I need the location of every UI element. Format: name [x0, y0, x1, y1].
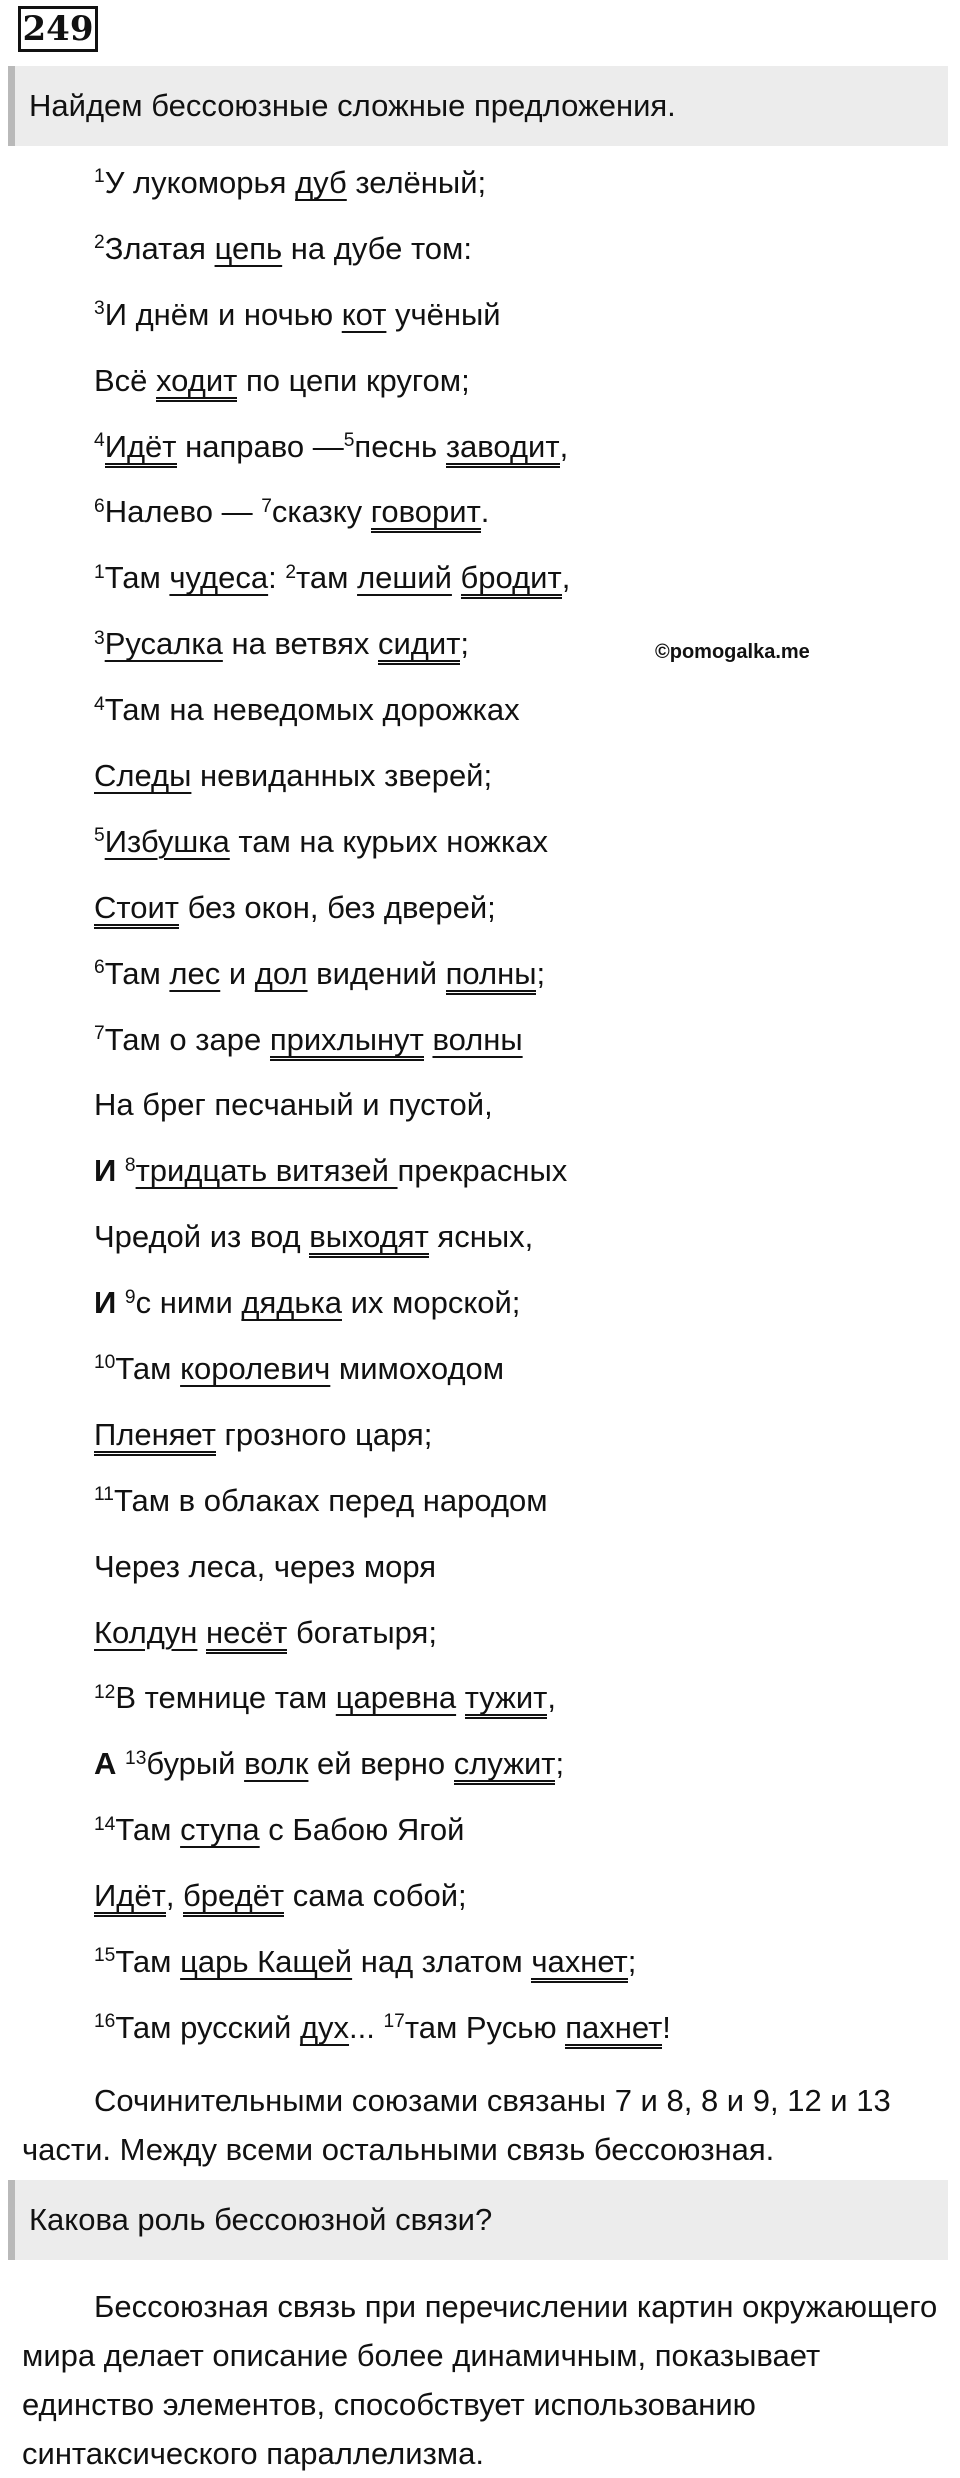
- plain-text: На брег песчаный и пустой,: [94, 1087, 493, 1123]
- plain-text: видений: [307, 955, 446, 991]
- poem-line: [94, 1204, 934, 1270]
- subject-word: царь Кащей: [180, 1944, 353, 1980]
- poem-line: [94, 743, 934, 809]
- subject-word: Русалка: [104, 626, 223, 662]
- plain-text: сама собой;: [284, 1878, 467, 1914]
- poem-line: [94, 809, 934, 875]
- subject-word: царевна: [335, 1680, 457, 1716]
- section-heading-find-sentences: Найдем бессоюзные сложные предложения.: [8, 66, 948, 146]
- part-number: 13: [125, 1747, 147, 1769]
- subject-word: Колдун: [94, 1614, 198, 1650]
- predicate-word: Идёт: [105, 431, 177, 468]
- part-number: 12: [94, 1681, 116, 1703]
- watermark: ©pomogalka.me: [655, 641, 810, 663]
- subject-word: Избушка: [104, 823, 230, 859]
- predicate-word: ходит: [156, 365, 237, 402]
- poem-line: [94, 1995, 934, 2061]
- predicate-word: Идёт: [94, 1880, 166, 1917]
- poem-line: [94, 1797, 934, 1863]
- conjunction-word: А: [94, 1746, 117, 1782]
- plain-text: Налево —: [104, 494, 262, 530]
- part-number: 3: [94, 627, 105, 649]
- section-heading-role: Какова роль бессоюзной связи?: [8, 2180, 948, 2260]
- poem-line: [94, 1402, 934, 1468]
- conjunction-word: И: [94, 1285, 117, 1321]
- subject-word: волны: [432, 1021, 523, 1057]
- plain-text: бурый: [146, 1746, 245, 1782]
- task-number: 249: [18, 6, 98, 52]
- subject-word: лес: [169, 955, 221, 991]
- subject-word: чудеса: [169, 560, 269, 596]
- plain-text: там Русью: [404, 2009, 566, 2045]
- poem-line: [94, 545, 934, 611]
- plain-text: Там русский: [115, 2009, 300, 2045]
- plain-text: Там: [115, 1812, 181, 1848]
- predicate-word: тужит: [465, 1682, 548, 1719]
- poem-line: [94, 1007, 934, 1073]
- predicate-word: Стоит: [94, 892, 179, 929]
- plain-text: ;: [627, 1944, 637, 1980]
- poem-line: [94, 216, 934, 282]
- plain-text: с ними: [135, 1285, 242, 1321]
- plain-text: [116, 1285, 125, 1320]
- predicate-word: пахнет: [565, 2012, 662, 2049]
- plain-text: Через леса, через моря: [94, 1548, 437, 1584]
- subject-word: тридцать витязей: [135, 1153, 398, 1189]
- plain-text: .: [480, 494, 490, 530]
- part-number: 1: [94, 561, 105, 583]
- part-number: 8: [124, 1154, 136, 1176]
- plain-text: там: [296, 560, 358, 596]
- plain-text: ,: [547, 1680, 556, 1716]
- poem-line: [94, 1270, 934, 1336]
- subject-word: цепь: [214, 230, 283, 266]
- part-number: 4: [94, 693, 105, 715]
- subject-word: ступа: [180, 1812, 260, 1848]
- conclusion-paragraph: Сочинительными союзами связаны 7 и 8, 8 и 9, 12 и 13 части. Между всеми остальными связь бессоюзная.: [22, 2083, 891, 2167]
- predicate-word: бредёт: [183, 1880, 284, 1917]
- plain-text: [116, 1153, 125, 1188]
- plain-text: ,: [561, 560, 571, 596]
- poem-line: [94, 1072, 934, 1138]
- plain-text: направо —: [176, 428, 344, 464]
- poem-line: [94, 1665, 934, 1731]
- plain-text: ясных,: [428, 1219, 534, 1255]
- subject-word: Следы: [94, 758, 192, 794]
- plain-text: ;: [536, 955, 546, 991]
- plain-text: Там на неведомых дорожках: [104, 692, 520, 728]
- plain-text: по цепи кругом;: [237, 362, 470, 398]
- plain-text: и: [220, 955, 255, 991]
- plain-text: ;: [555, 1746, 565, 1782]
- predicate-word: бродит: [461, 562, 562, 599]
- plain-text: В темнице там: [115, 1680, 336, 1716]
- poem-line: [94, 1138, 934, 1204]
- subject-word: дух: [299, 2009, 350, 2045]
- subject-word: дол: [254, 955, 308, 991]
- predicate-word: полны: [446, 958, 537, 995]
- predicate-word: заводит: [446, 431, 560, 468]
- plain-text: грозного царя;: [215, 1416, 433, 1452]
- plain-text: сказку: [271, 494, 371, 530]
- answer-paragraph: Бессоюзная связь при перечислении картин окружающего мира делает описание более динамичным, показывает единство элементов, способствует использованию синтаксического параллелизма.: [22, 2289, 938, 2471]
- part-number: 3: [94, 298, 105, 320]
- poem-line: [94, 1600, 934, 1666]
- plain-text: невиданных зверей;: [191, 758, 493, 794]
- predicate-word: говорит: [371, 496, 481, 533]
- part-number: 6: [94, 495, 105, 517]
- plain-text: !: [662, 2009, 671, 2045]
- poem-line: [94, 1534, 934, 1600]
- part-number: 2: [94, 232, 105, 254]
- plain-text: ,: [165, 1878, 184, 1914]
- plain-text: У лукоморья: [104, 165, 296, 200]
- plain-text: мимоходом: [330, 1351, 505, 1387]
- part-number: 2: [285, 561, 297, 583]
- subject-word: кот: [341, 296, 387, 332]
- plain-text: [452, 560, 461, 595]
- poem-line: [94, 677, 934, 743]
- poem-line: [94, 875, 934, 941]
- plain-text: Там: [104, 955, 170, 991]
- part-number: 7: [261, 495, 272, 517]
- predicate-word: несёт: [206, 1617, 287, 1654]
- poem-line: [94, 1336, 934, 1402]
- plain-text: их морской;: [342, 1285, 521, 1321]
- predicate-word: чахнет: [531, 1946, 627, 1983]
- subject-word: волк: [244, 1746, 309, 1782]
- plain-text: Там: [115, 1351, 181, 1387]
- part-number: 15: [94, 1945, 116, 1967]
- plain-text: богатыря;: [287, 1614, 437, 1650]
- subject-word: королевич: [180, 1351, 331, 1387]
- poem-line: [94, 414, 934, 480]
- plain-text: без окон, без дверей;: [179, 889, 496, 925]
- part-number: 14: [94, 1813, 116, 1835]
- plain-text: ...: [349, 2009, 384, 2045]
- predicate-word: сидит: [378, 628, 460, 665]
- poem-line: [94, 150, 934, 216]
- plain-text: Всё: [94, 362, 157, 398]
- plain-text: на дубе том:: [282, 230, 472, 266]
- part-number: 7: [94, 1023, 105, 1045]
- subject-word: дядька: [241, 1285, 342, 1321]
- part-number: 5: [343, 430, 355, 451]
- plain-text: [116, 1746, 125, 1781]
- poem-line: [94, 348, 934, 414]
- poem-line: [94, 1929, 934, 1995]
- plain-text: песнь: [354, 428, 446, 464]
- predicate-word: Пленяет: [94, 1419, 216, 1456]
- plain-text: Там: [115, 1944, 181, 1980]
- plain-text: Там о заре: [104, 1021, 270, 1057]
- plain-text: на ветвях: [222, 626, 378, 662]
- plain-text: учёный: [386, 296, 501, 332]
- plain-text: ей верно: [308, 1746, 454, 1782]
- poem-line: [94, 479, 934, 545]
- plain-text: над златом: [352, 1944, 532, 1980]
- part-number: 17: [383, 2011, 405, 2033]
- plain-text: [456, 1680, 465, 1715]
- subject-word: леший: [357, 560, 452, 596]
- predicate-word: служит: [454, 1748, 556, 1785]
- part-number: 1: [94, 166, 105, 188]
- part-number: 11: [94, 1484, 114, 1506]
- plain-text: ;: [460, 626, 470, 662]
- poem-line: [94, 282, 934, 348]
- part-number: 9: [124, 1286, 136, 1308]
- plain-text: :: [268, 560, 286, 596]
- plain-text: там на курьих ножках: [229, 823, 548, 859]
- conjunction-word: И: [94, 1153, 117, 1189]
- plain-text: прекрасных: [397, 1153, 568, 1189]
- plain-text: Там: [104, 560, 170, 596]
- predicate-word: прихлынут: [270, 1024, 424, 1061]
- predicate-word: выходят: [309, 1221, 429, 1258]
- part-number: 16: [94, 2011, 116, 2033]
- plain-text: Там в облаках перед народом: [113, 1482, 548, 1518]
- part-number: 4: [94, 430, 105, 451]
- subject-word: дуб: [295, 165, 347, 200]
- poem-line: [94, 1731, 934, 1797]
- poem-line: [94, 1468, 934, 1534]
- part-number: 6: [94, 957, 105, 979]
- poem-line: [94, 941, 934, 1007]
- poem-text: [94, 150, 934, 2061]
- part-number: 10: [94, 1352, 116, 1374]
- plain-text: Златая: [104, 230, 215, 266]
- plain-text: Чредой из вод: [94, 1219, 310, 1255]
- plain-text: зелёный;: [346, 165, 487, 200]
- plain-text: ,: [559, 428, 569, 464]
- plain-text: И днём и ночью: [104, 296, 342, 332]
- part-number: 5: [94, 825, 105, 847]
- poem-line: [94, 1863, 934, 1929]
- plain-text: [197, 1615, 206, 1650]
- plain-text: с Бабою Ягой: [259, 1812, 465, 1848]
